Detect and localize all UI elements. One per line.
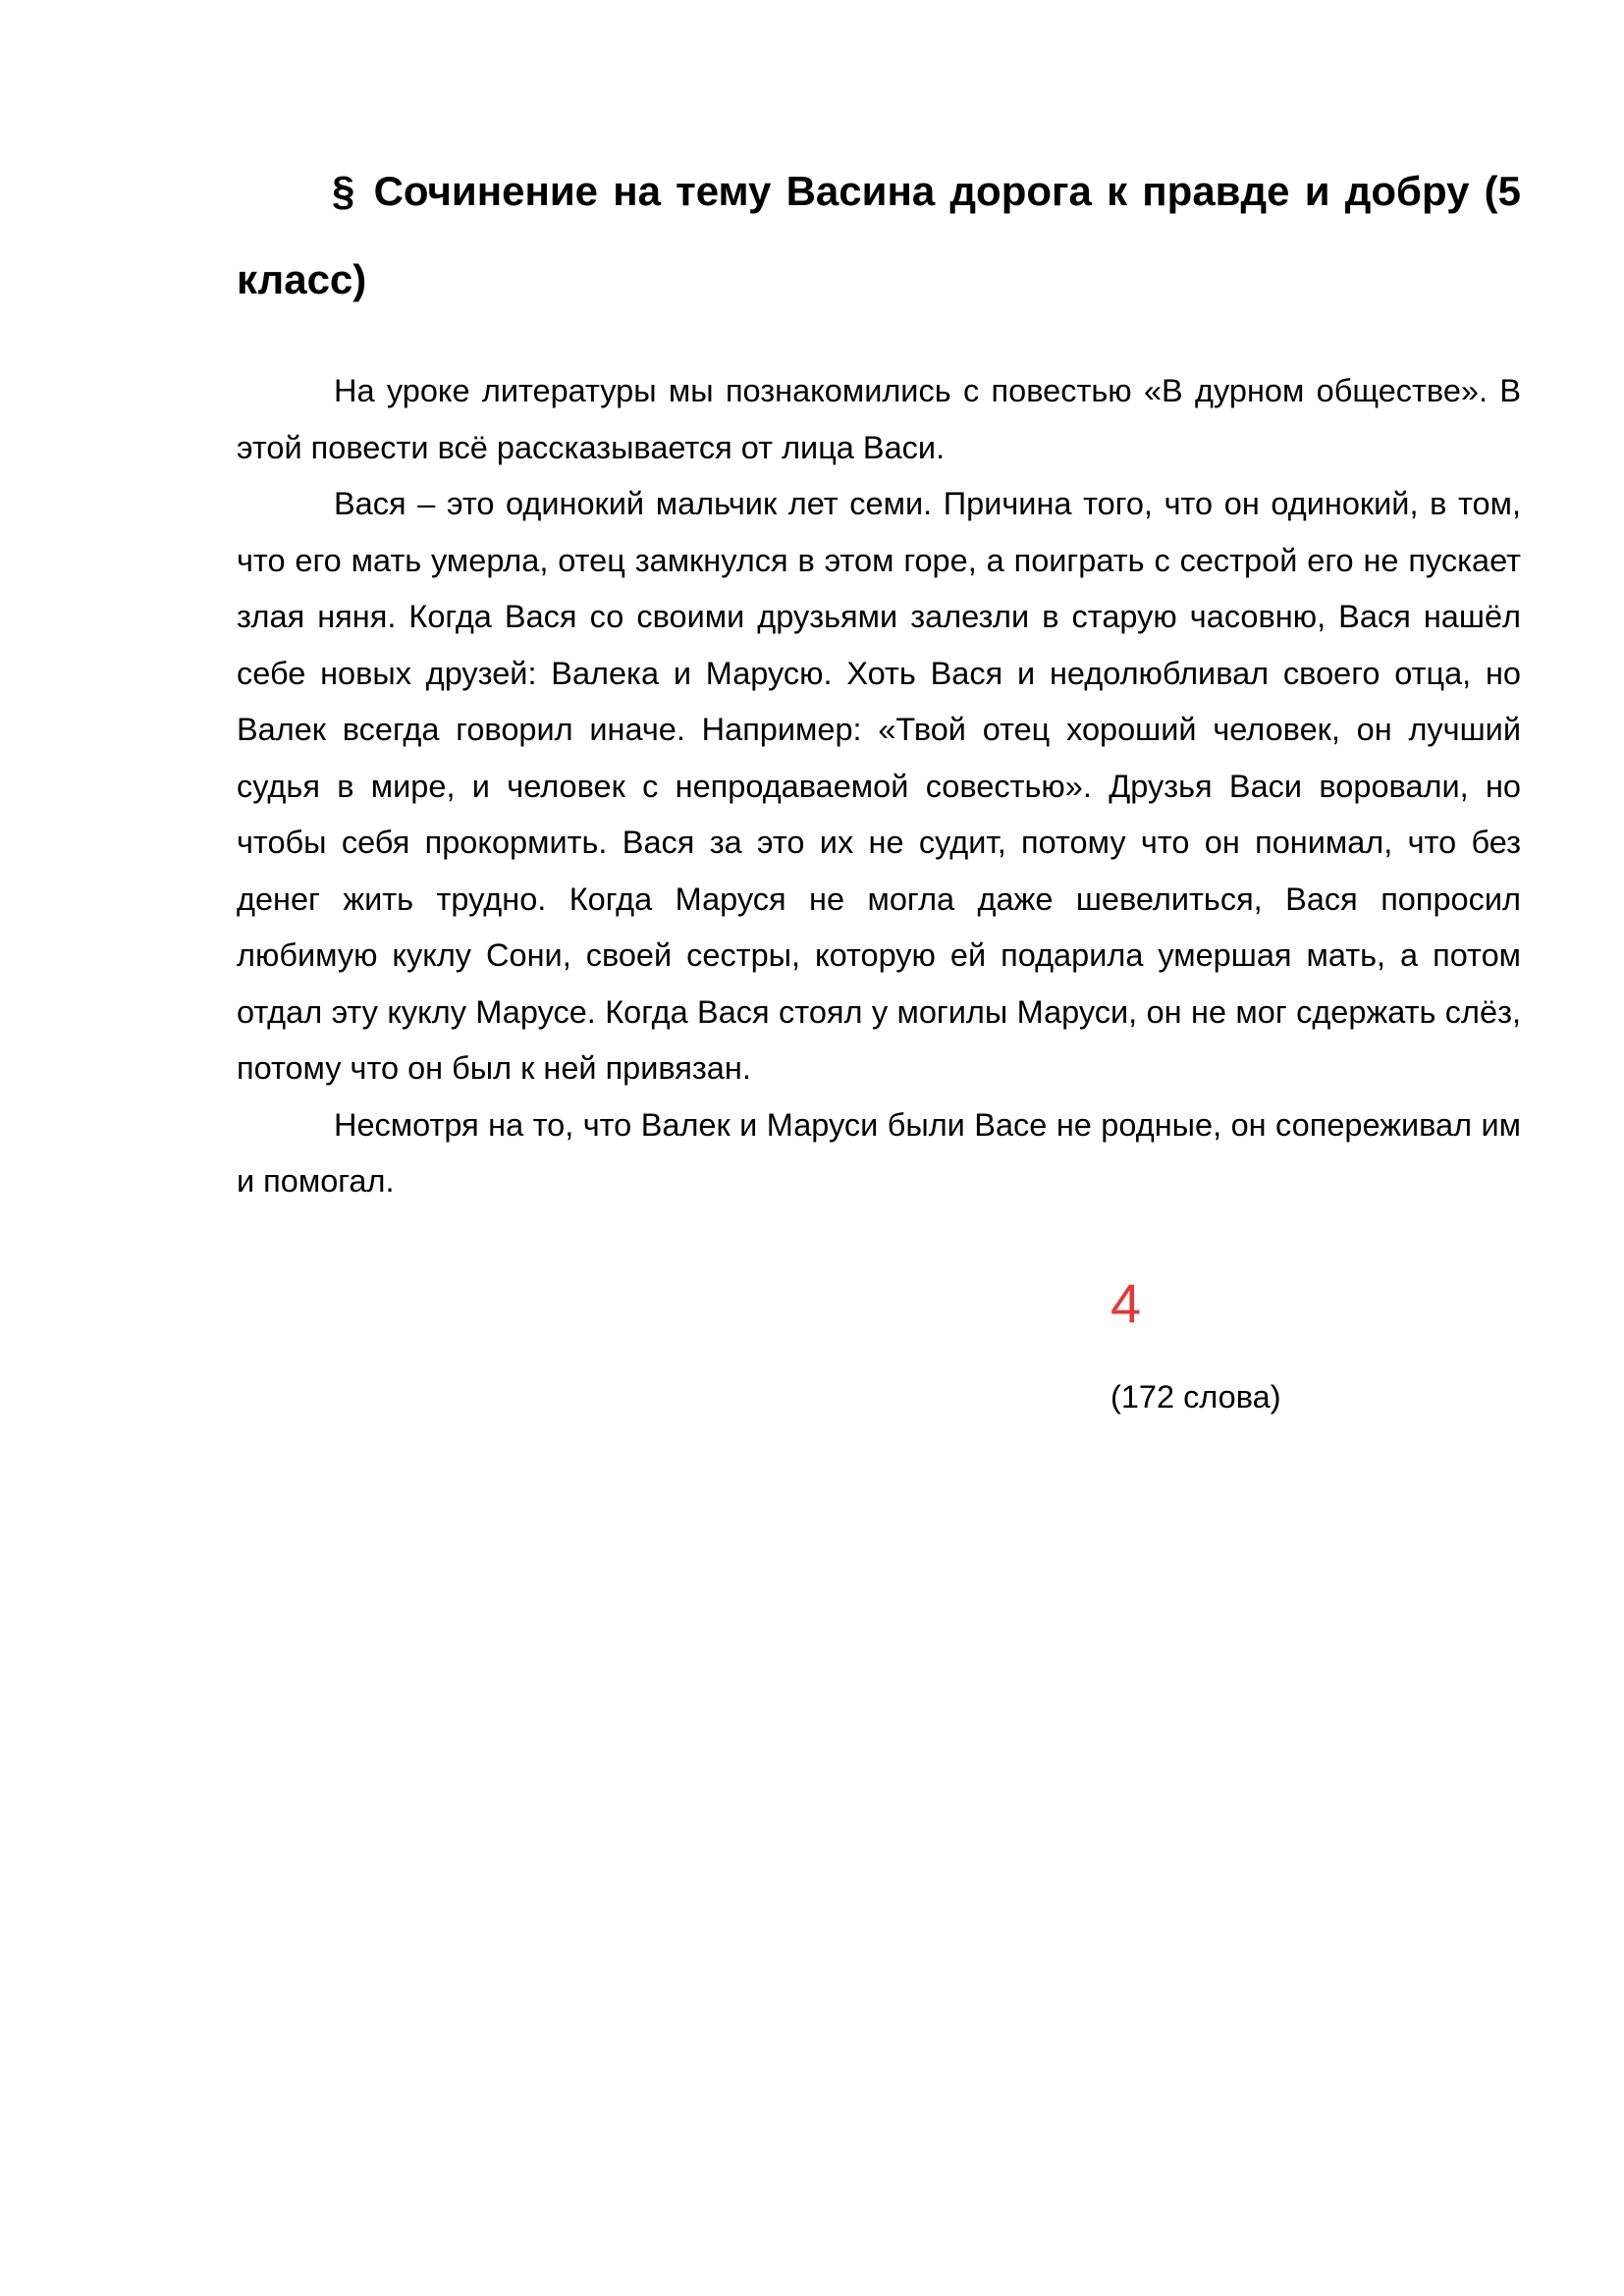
document-content <box>237 147 1521 1210</box>
essay-title-text: Сочинение на тему Васина дорога к правде и добру (5 класс) <box>237 168 1522 302</box>
section-symbol: § <box>332 168 355 214</box>
essay-title <box>237 147 1521 324</box>
essay-paragraph: На уроке литературы мы познакомились с повестью «В дурном обществе». В этой повести всё рассказывается от лица Васи. <box>237 373 1521 465</box>
essay-paragraph: Несмотря на то, что Валек и Маруси были Васе не родные, он сопереживал им и помогал. <box>237 1106 1521 1199</box>
essay-body <box>237 363 1521 1210</box>
essay-paragraph: Вася – это одинокий мальчик лет семи. Причина того, что он одинокий, в том, что его мать умерла, отец замкнулся в этом горе, а поиграть с сестрой его не пускает злая няня. Когда Вася со своими друзьями залезли в старую часовню, Вася нашёл себе новых друзей: Валека и Марусю. Хоть Вася и недолюбливал своего отца, но Валек всегда говорил иначе. Например: «Твой отец хороший человек, он лучший судья в мире, и человек с непродаваемой совестью». Друзья Васи воровали, но чтобы себя прокормить. Вася за это их не судит, потому что он понимал, что без денег жить трудно. Когда Маруся не могла даже шевелиться, Вася попросил любимую куклу Сони, своей сестры, которую ей подарила умершая мать, а потом отдал эту куклу Марусе. Когда Вася стоял у могилы Маруси, он не мог сдержать слёз, потому что он был к ней привязан. <box>237 486 1521 1086</box>
grade-mark: 4 <box>1110 1272 1142 1334</box>
word-count: (172 слова) <box>1110 1379 1281 1415</box>
